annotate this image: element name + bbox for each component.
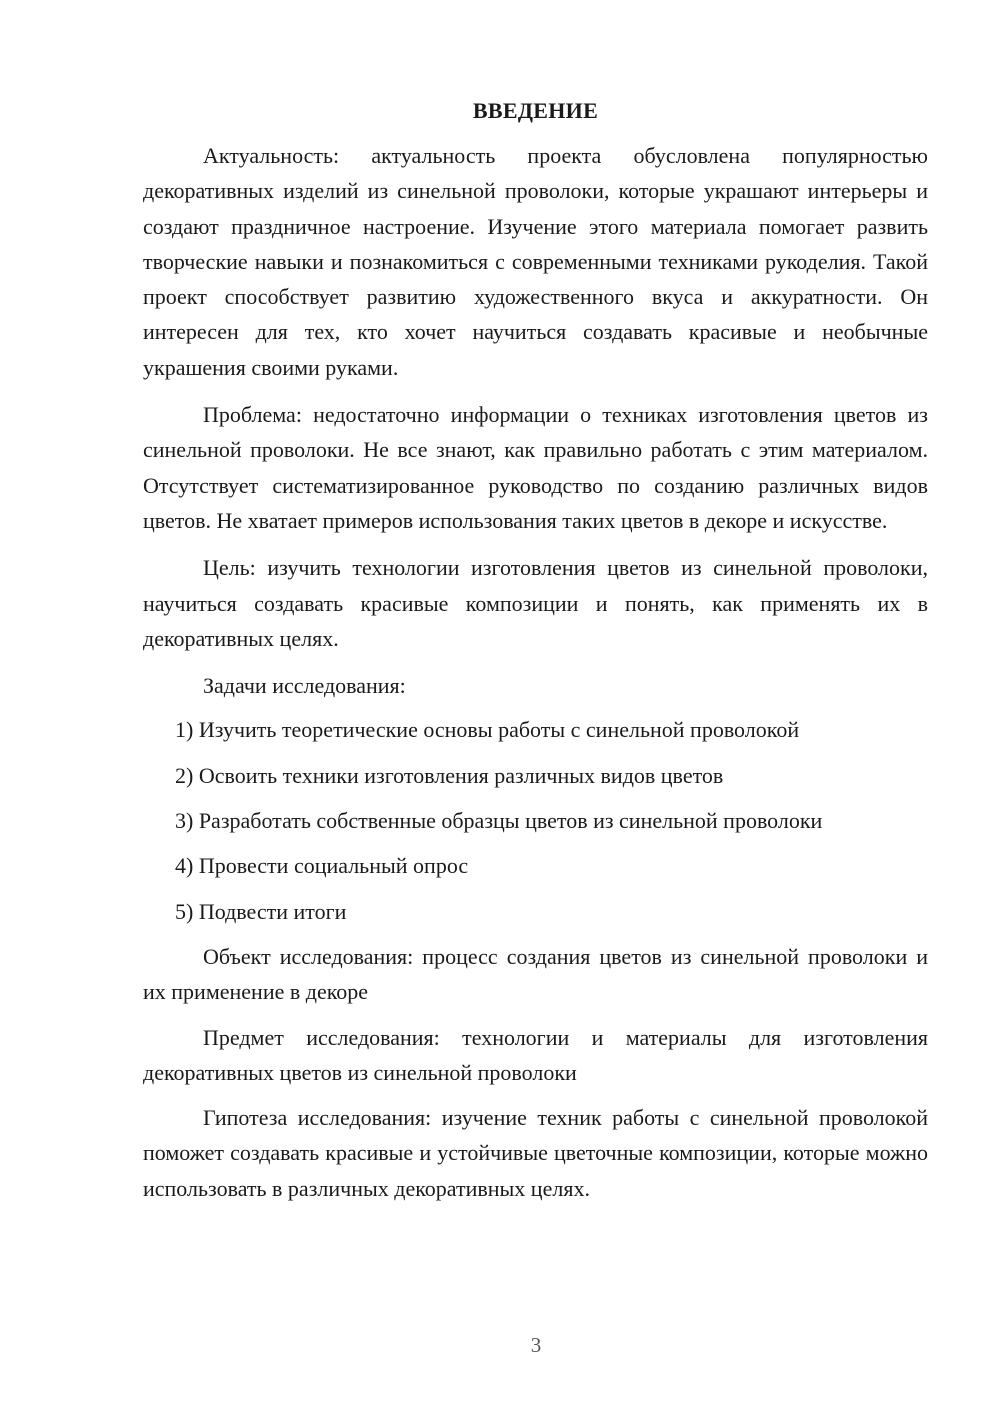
task-item: 5) Подвести итоги xyxy=(175,898,347,924)
paragraph-problem: Проблема: недостаточно информации о техниках изготовления цветов из синельной проволоки. Не все знают, как правильно работать с этим материалом. Отсутствует систематизированное руководство по созданию различных видов цветов. Не хватает примеров использования таких цветов в декоре и искусстве. xyxy=(143,402,928,533)
tasks-list xyxy=(143,712,928,928)
paragraph-actuality: Актуальность: актуальность проекта обусловлена популярностью декоративных изделий из синельной проволоки, которые украшают интерьеры и создают праздничное настроение. Изучение этого материала помогает развить творческие навыки и познакомиться с современными техниками рукоделия. Такой проект способствует развитию художественного вкуса и аккуратности. Он интересен для тех, кто хочет научиться создавать красивые и необычные украшения своими руками. xyxy=(143,143,928,380)
task-item: 2) Освоить техники изготовления различных видов цветов xyxy=(175,762,724,788)
paragraph-subject: Предмет исследования: технологии и материалы для изготовления декоративных цветов из синельной проволоки xyxy=(143,1024,928,1085)
tasks-heading: Задачи исследования: xyxy=(203,673,406,699)
paragraph-object: Объект исследования: процесс создания цветов из синельной проволоки и их применение в декоре xyxy=(143,943,928,1005)
page-number: 3 xyxy=(530,1333,542,1357)
task-item: 1) Изучить теоретические основы работы с синельной проволокой xyxy=(175,717,800,743)
page-content xyxy=(143,95,928,1206)
task-item: 3) Разработать собственные образцы цветов из синельной проволоки xyxy=(175,808,823,834)
paragraph-hypothesis: Гипотеза исследования: изучение техник работы с синельной проволокой поможет создавать красивые и устойчивые цветочные композиции, которые можно использовать в различных декоративных целях. xyxy=(143,1105,928,1201)
page-title: ВВЕДЕНИЕ xyxy=(472,98,599,123)
task-item: 4) Провести социальный опрос xyxy=(175,853,469,879)
paragraph-goal: Цель: изучить технологии изготовления цветов из синельной проволоки, научиться создавать красивые композиции и понять, как применять их в декоративных целях. xyxy=(143,555,928,651)
